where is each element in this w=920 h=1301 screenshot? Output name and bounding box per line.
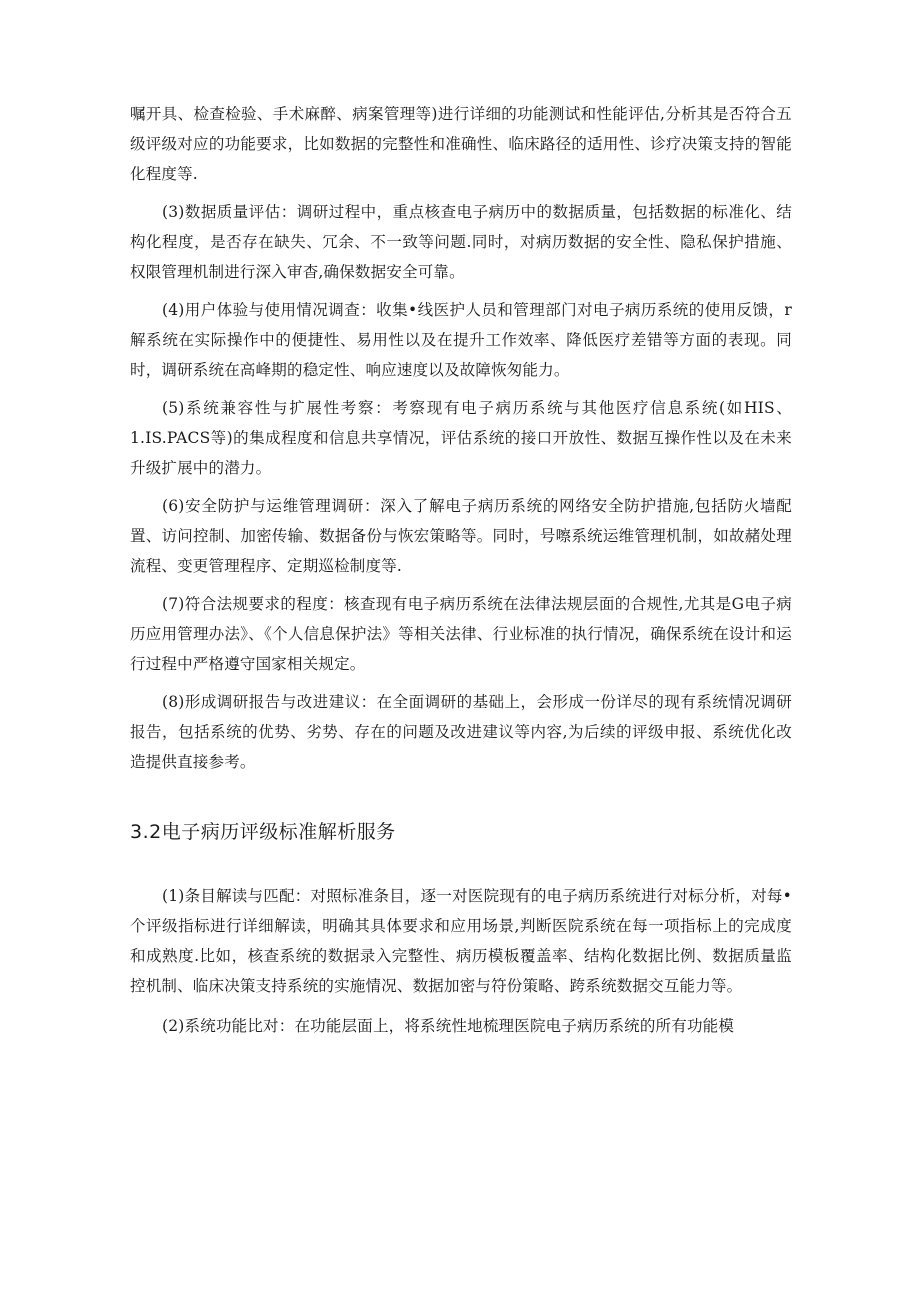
paragraph-data-quality: (3)数据质量评估：调研过程中，重点核查电子病历中的数据质量，包括数据的标准化、结构化程度，是否存在缺失、冗余、不一致等问题.同时，对病历数据的安全性、隐私保护措施、权限管理机制进行深入审杳,确保数据安全可靠。 (130, 203, 792, 281)
paragraph-continuation: 嘱开具、检查检验、手术麻醉、病案管理等)进行详细的功能测试和性能评估,分析其是否符合五级评级对应的功能要求，比如数据的完整性和准确性、临床路径的适用性、诊疗决策支持的智能化程度等. (130, 105, 792, 183)
paragraph-item-interpretation: (1)条目解读与匹配：对照标准条目，逐一对医院现有的电子病历系统进行对标分析，对每•个评级指标进行详细解读，明确其具体要求和应用场景,判断医院系统在每一项指标上的完成度和成熟度.比如，核查系统的数据录入完整性、病历模板覆盖率、结构化数据比例、数据质量监控机制、临床决策支持系统的实施情况、数据加密与符份策略、跨系统数据交互能力等。 (130, 887, 792, 995)
paragraph-security-ops: (6)安全防护与运维管理调研：深入了解电子病历系统的网络安全防护措施,包括防火墙配置、访问控制、加密传输、数据备份与恢宏策略等。同时，号嚓系统运维管理机制，如故赭处理流程、变更管理程序、定期巡检制度等. (130, 497, 792, 575)
document-body (130, 99, 792, 1041)
paragraph-function-comparison: (2)系统功能比对：在功能层面上，将系统性地梳理医院电子病历系统的所有功能模 (162, 1017, 735, 1035)
paragraph-user-experience: (4)用户体验与使用情况调查：收集•线医护人员和管理部门对电子病历系统的使用反馈，r解系统在实际操作中的便捷性、易用性以及在提升工作效率、降低医疗差错等方面的表现。同时，调研系统在高峰期的稳定性、响应速度以及故障恢匆能力。 (130, 301, 792, 379)
paragraph-compatibility: (5)系统兼容性与扩展性考察：考察现有电子病历系统与其他医疗信息系统(如HIS、1.IS.PACS等)的集成程度和信息共享情况，评估系统的接口开放性、数据互操作性以及在未来升级扩展中的潜力。 (130, 399, 792, 477)
paragraph-compliance: (7)符合法规要求的程度：核查现有电子病历系统在法律法规层面的合规性,尤其是G电子病历应用管理办法》、《个人信息保护法》等相关法律、行业标准的执行情况，确保系统在设计和运行过程中严格遵守国家相关规定。 (130, 595, 792, 673)
section-heading: 3.2电子病历评级标准解析服务 (130, 821, 396, 843)
paragraph-report: (8)形成调研报告与改进建议：在全面调研的基础上，会形成一份详尽的现有系统情况调研报告，包括系统的优势、劣势、存在的问题及改进建议等内容,为后续的评级申报、系统优化改造提供直接参考。 (130, 693, 792, 771)
